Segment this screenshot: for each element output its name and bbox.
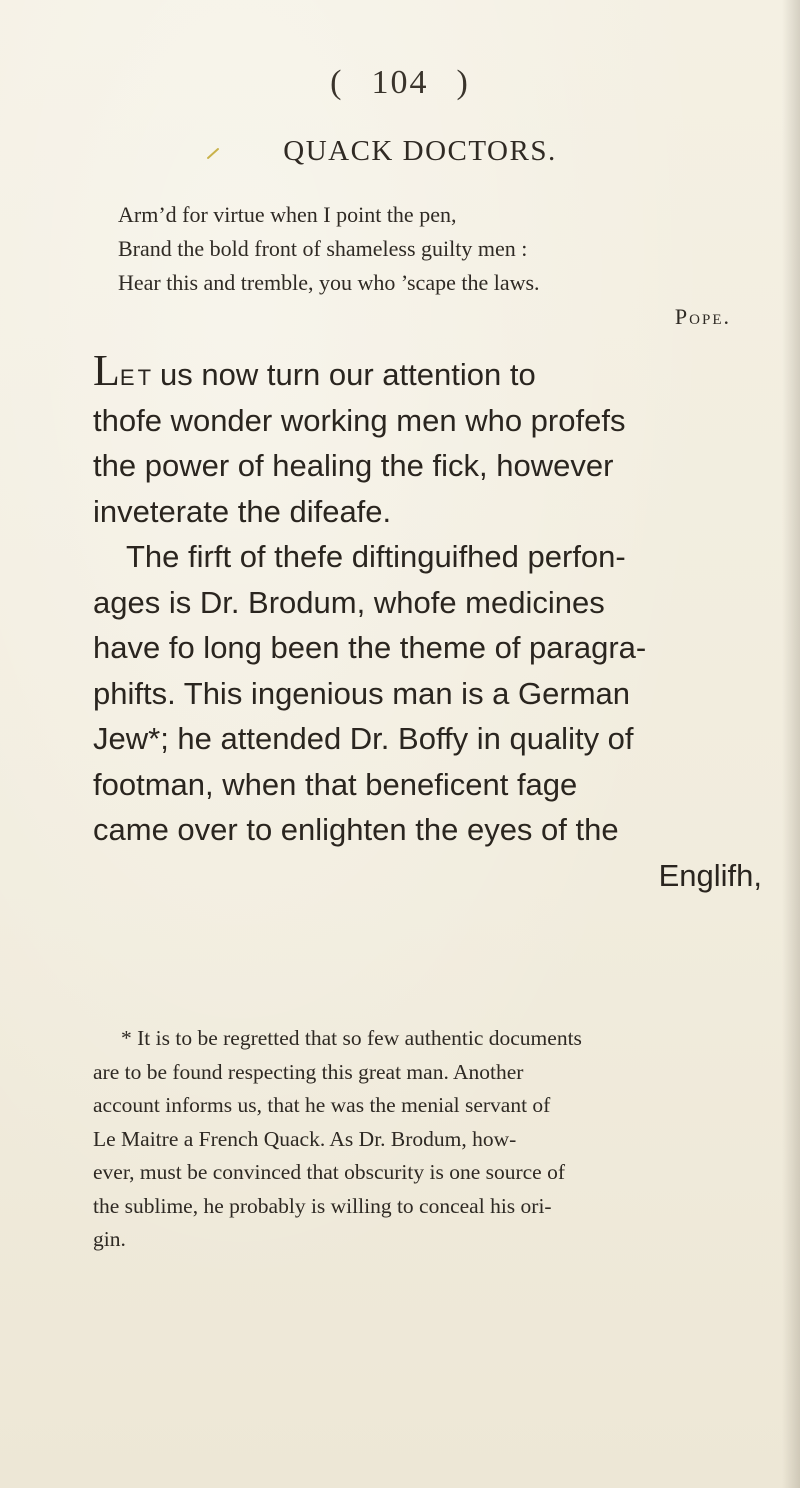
body-line: thofe wonder working men who profefs (93, 402, 626, 438)
body-text (93, 346, 765, 898)
epigraph (118, 198, 731, 334)
footnote (93, 1022, 765, 1257)
body-line: came over to enlighten the eyes of the (93, 812, 619, 847)
body-first-line (93, 346, 765, 398)
epigraph-attribution: Pope. (674, 304, 731, 329)
page-number-close: ) (456, 64, 470, 101)
body-line: the power of healing the fick, however (93, 448, 614, 483)
chapter-title: QUACK DOCTORS. (283, 135, 557, 167)
body-line: inveterate the difeafe. (93, 493, 392, 529)
small-caps-word: et (119, 357, 155, 392)
page-number-open: ( (330, 64, 344, 101)
footnote-line: gin. (93, 1227, 126, 1251)
body-line: phifts. This ingenious man is a German (93, 675, 631, 711)
footnote-first-line: * It is to be regretted that so few authentic documents (121, 1026, 582, 1050)
catchword: Englifh, (658, 857, 762, 893)
epigraph-line: Arm’d for virtue when I point the pen, (118, 202, 457, 227)
body-line: footman, when that beneficent fage (93, 766, 578, 802)
body-line: ages is Dr. Brodum, whofe medicines (93, 584, 605, 620)
page-edge-shadow (782, 0, 800, 1488)
epigraph-line: Hear this and tremble, you who ’scape the laws. (118, 270, 540, 295)
body-line: Jew*; he attended Dr. Boffy in quality of (93, 721, 634, 756)
page-number (0, 64, 800, 102)
page-number-value: 104 (371, 64, 429, 101)
footnote-line: are to be found respecting this great man. Another (93, 1059, 524, 1084)
footnote-line: the sublime, he probably is willing to conceal his ori- (93, 1193, 552, 1218)
epigraph-line: Brand the bold front of shameless guilty men : (118, 236, 528, 261)
footnote-line: Le Maitre a French Quack. As Dr. Brodum, how- (93, 1126, 517, 1151)
footnote-line: account informs us, that he was the menial servant of (93, 1093, 551, 1117)
drop-cap: L (93, 346, 120, 395)
footnote-line: ever, must be convinced that obscurity is one source of (93, 1160, 566, 1184)
body-line: have fo long been the theme of paragra- (93, 630, 647, 665)
body-first-line-rest: us now turn our attention to (160, 357, 536, 392)
body-paragraph-start: The firft of thefe diftinguifhed perfon- (126, 539, 626, 574)
